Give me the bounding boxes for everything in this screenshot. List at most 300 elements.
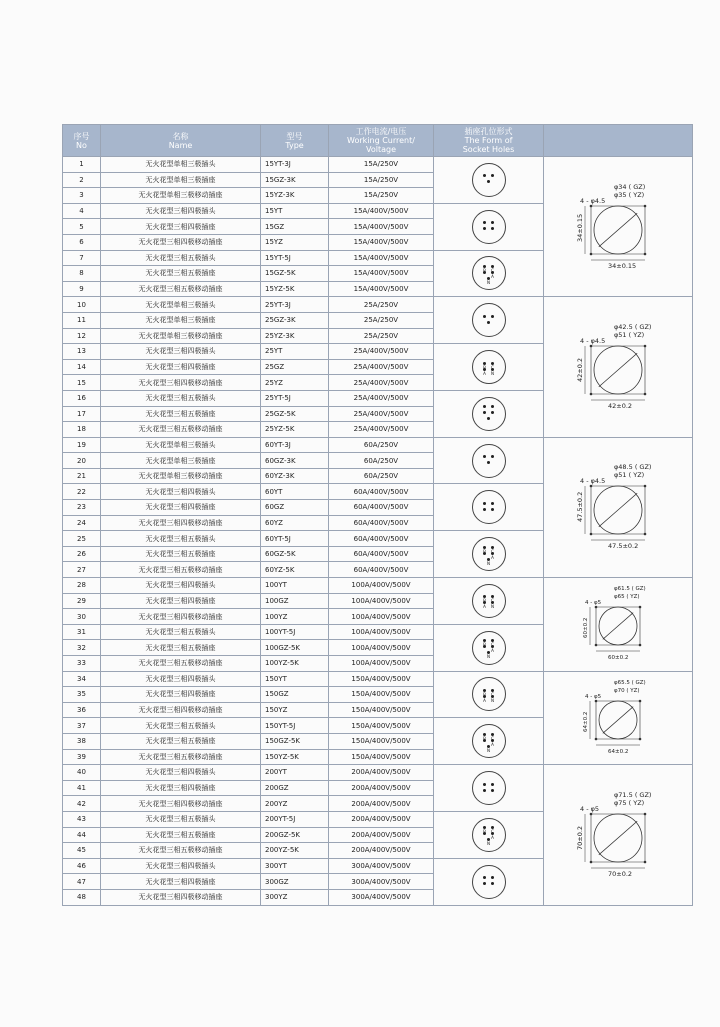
row-type: 60YZ-3K xyxy=(261,468,329,484)
row-current: 150A/400V/500V xyxy=(329,718,434,734)
socket-hole-cell xyxy=(434,858,544,905)
row-current: 100A/400V/500V xyxy=(329,593,434,609)
socket-pin: N xyxy=(490,695,495,700)
width-dimension-label: 42±0.2 xyxy=(608,402,633,411)
row-type: 100YZ xyxy=(261,609,329,625)
row-current: 150A/400V/500V xyxy=(329,671,434,687)
socket-pin xyxy=(490,783,495,788)
row-name: 无火花型三相四极移动插座 xyxy=(101,515,261,531)
socket-pin xyxy=(486,417,491,422)
socket-pin: B xyxy=(482,595,487,600)
socket-diagram-icon xyxy=(472,537,506,571)
socket-hole-cell xyxy=(434,811,544,858)
row-no: 37 xyxy=(63,718,101,734)
row-type: 60YT-5J xyxy=(261,531,329,547)
row-no: 26 xyxy=(63,546,101,562)
mount-hole-icon xyxy=(590,533,593,536)
row-type: 25YT-3J xyxy=(261,297,329,313)
socket-pin: C xyxy=(490,826,495,831)
row-name: 无火花型单相三极移动插座 xyxy=(101,468,261,484)
row-current: 200A/400V/500V xyxy=(329,827,434,843)
flange-dimension-drawing xyxy=(548,676,688,760)
socket-pin: C xyxy=(490,639,495,644)
mount-hole-icon xyxy=(639,644,642,647)
mount-hole-icon xyxy=(644,485,647,488)
row-name: 无火花型三相五极插头 xyxy=(101,531,261,547)
row-no: 16 xyxy=(63,390,101,406)
mount-hole-icon xyxy=(639,606,642,609)
socket-pin xyxy=(490,174,495,179)
socket-pin xyxy=(482,455,487,460)
row-no: 14 xyxy=(63,359,101,375)
mount-hole-icon xyxy=(644,345,647,348)
socket-pin xyxy=(490,221,495,226)
row-current: 200A/400V/500V xyxy=(329,843,434,859)
table-row xyxy=(63,157,693,173)
row-no: 3 xyxy=(63,188,101,204)
row-no: 24 xyxy=(63,515,101,531)
header-dimensions xyxy=(544,125,693,157)
row-type: 200GZ-5K xyxy=(261,827,329,843)
row-current: 200A/400V/500V xyxy=(329,780,434,796)
socket-hole-cell xyxy=(434,765,544,812)
row-current: 25A/250V xyxy=(329,312,434,328)
row-no: 41 xyxy=(63,780,101,796)
row-name: 无火花型三相四极移动插座 xyxy=(101,375,261,391)
socket-pin: A xyxy=(490,552,495,557)
mount-hole-icon xyxy=(590,204,593,207)
socket-pin: B xyxy=(482,826,487,831)
dimension-drawing-cell xyxy=(544,297,693,437)
row-current: 200A/400V/500V xyxy=(329,765,434,781)
socket-pin xyxy=(482,174,487,179)
row-type: 15YT-3J xyxy=(261,157,329,173)
socket-pin: N xyxy=(486,745,491,750)
socket-pin xyxy=(482,227,487,232)
socket-pin: N xyxy=(490,601,495,606)
row-no: 6 xyxy=(63,234,101,250)
row-name: 无火花型三相四极移动插座 xyxy=(101,234,261,250)
row-type: 60GZ-3K xyxy=(261,453,329,469)
row-name: 无火花型三相四极插座 xyxy=(101,593,261,609)
row-name: 无火花型单相三极插头 xyxy=(101,437,261,453)
mount-hole-icon xyxy=(644,204,647,207)
mount-hole-icon xyxy=(639,700,642,703)
diameter-yz-label: φ65 ( YZ) xyxy=(614,594,640,601)
row-name: 无火花型三相五极移动插座 xyxy=(101,656,261,672)
row-no: 34 xyxy=(63,671,101,687)
row-type: 300GZ xyxy=(261,874,329,890)
row-no: 47 xyxy=(63,874,101,890)
row-name: 无火花型三相四极插座 xyxy=(101,359,261,375)
diameter-yz-label: φ35 ( YZ) xyxy=(614,190,645,199)
mount-hole-icon xyxy=(590,485,593,488)
socket-pin: A xyxy=(482,601,487,606)
socket-pin xyxy=(490,508,495,513)
row-name: 无火花型三相四极插头 xyxy=(101,344,261,360)
row-current: 300A/400V/500V xyxy=(329,858,434,874)
row-current: 100A/400V/500V xyxy=(329,624,434,640)
row-name: 无火花型三相四极移动插座 xyxy=(101,702,261,718)
row-type: 25YT-5J xyxy=(261,390,329,406)
mount-hole-icon xyxy=(644,861,647,864)
row-current: 150A/400V/500V xyxy=(329,749,434,765)
row-type: 25YT xyxy=(261,344,329,360)
socket-pin: A xyxy=(490,832,495,837)
socket-pin xyxy=(482,783,487,788)
row-current: 15A/400V/500V xyxy=(329,281,434,297)
socket-pin xyxy=(486,321,491,326)
socket-pin xyxy=(482,552,487,557)
row-name: 无火花型三相五极插头 xyxy=(101,390,261,406)
row-type: 60YT-3J xyxy=(261,437,329,453)
row-type: 25YZ-5K xyxy=(261,422,329,438)
mount-hole-icon xyxy=(590,813,593,816)
socket-hole-cell xyxy=(434,484,544,531)
row-type: 100YT-5J xyxy=(261,624,329,640)
row-no: 36 xyxy=(63,702,101,718)
row-name: 无火花型三相四极插座 xyxy=(101,874,261,890)
socket-pin: N xyxy=(490,368,495,373)
row-current: 100A/400V/500V xyxy=(329,609,434,625)
mount-hole-icon xyxy=(639,738,642,741)
row-type: 100YZ-5K xyxy=(261,656,329,672)
row-current: 150A/400V/500V xyxy=(329,687,434,703)
socket-diagram-icon xyxy=(472,397,506,431)
row-name: 无火花型三相四极插头 xyxy=(101,484,261,500)
row-no: 15 xyxy=(63,375,101,391)
row-current: 25A/400V/500V xyxy=(329,422,434,438)
height-dimension-label: 60±0.2 xyxy=(583,617,589,639)
diagonal-line xyxy=(599,353,637,387)
row-current: 15A/400V/500V xyxy=(329,266,434,282)
socket-pin xyxy=(486,461,491,466)
socket-hole-cell xyxy=(434,624,544,671)
diameter-yz-label: φ70 ( YZ) xyxy=(614,687,640,694)
row-type: 15YT xyxy=(261,203,329,219)
socket-hole-cell xyxy=(434,344,544,391)
row-type: 25YZ xyxy=(261,375,329,391)
mount-hole-icon xyxy=(644,252,647,255)
row-name: 无火花型单相三极插座 xyxy=(101,453,261,469)
row-name: 无火花型单相三极插头 xyxy=(101,297,261,313)
row-current: 25A/400V/500V xyxy=(329,375,434,391)
row-name: 无火花型三相四极插头 xyxy=(101,578,261,594)
socket-pin: A xyxy=(490,271,495,276)
width-dimension-label: 34±0.15 xyxy=(608,261,637,270)
diameter-yz-label: φ75 ( YZ) xyxy=(614,798,645,807)
socket-diagram-icon xyxy=(472,818,506,852)
row-name: 无火花型单相三极插头 xyxy=(101,157,261,173)
socket-pin: C xyxy=(490,689,495,694)
row-no: 5 xyxy=(63,219,101,235)
row-type: 200YT xyxy=(261,765,329,781)
diagonal-line xyxy=(599,213,637,247)
dimension-drawing-cell xyxy=(544,157,693,297)
socket-pin xyxy=(490,882,495,887)
socket-pin: A xyxy=(490,739,495,744)
width-dimension-label: 70±0.2 xyxy=(608,869,633,878)
row-type: 25GZ-5K xyxy=(261,406,329,422)
socket-hole-cell xyxy=(434,718,544,765)
row-name: 无火花型三相五极移动插座 xyxy=(101,749,261,765)
table-row xyxy=(63,437,693,453)
socket-hole-cell xyxy=(434,250,544,297)
socket-pin: B xyxy=(482,362,487,367)
row-type: 200YZ-5K xyxy=(261,843,329,859)
row-name: 无火花型三相五极插头 xyxy=(101,811,261,827)
row-type: 150YT xyxy=(261,671,329,687)
height-dimension-label: 42±0.2 xyxy=(576,357,584,383)
row-current: 60A/400V/500V xyxy=(329,484,434,500)
width-dimension-label: 64±0.2 xyxy=(608,748,629,755)
table-row xyxy=(63,578,693,594)
socket-pin: C xyxy=(490,595,495,600)
socket-pin xyxy=(486,180,491,185)
socket-diagram-icon xyxy=(472,865,506,899)
row-type: 15GZ-3K xyxy=(261,172,329,188)
row-type: 15YZ xyxy=(261,234,329,250)
row-no: 38 xyxy=(63,733,101,749)
row-no: 11 xyxy=(63,312,101,328)
row-no: 1 xyxy=(63,157,101,173)
socket-hole-cell xyxy=(434,390,544,437)
row-name: 无火花型单相三极插座 xyxy=(101,172,261,188)
row-type: 150YZ-5K xyxy=(261,749,329,765)
row-type: 60YZ-5K xyxy=(261,562,329,578)
socket-diagram-icon xyxy=(472,677,506,711)
socket-pin: N xyxy=(486,558,491,563)
dimension-drawing-cell xyxy=(544,671,693,765)
row-name: 无火花型单相三极移动插座 xyxy=(101,328,261,344)
mount-hole-icon xyxy=(595,738,598,741)
row-name: 无火花型三相五极插座 xyxy=(101,827,261,843)
row-no: 17 xyxy=(63,406,101,422)
diagonal-line xyxy=(603,613,633,640)
row-no: 8 xyxy=(63,266,101,282)
row-no: 31 xyxy=(63,624,101,640)
row-no: 35 xyxy=(63,687,101,703)
socket-hole-cell xyxy=(434,671,544,718)
row-no: 23 xyxy=(63,500,101,516)
socket-diagram-icon xyxy=(472,256,506,290)
row-name: 无火花型三相五极移动插座 xyxy=(101,422,261,438)
row-current: 60A/250V xyxy=(329,437,434,453)
row-no: 40 xyxy=(63,765,101,781)
socket-pin xyxy=(482,405,487,410)
row-name: 无火花型三相五极插头 xyxy=(101,250,261,266)
socket-pin xyxy=(482,876,487,881)
row-name: 无火花型三相四极插头 xyxy=(101,858,261,874)
header-no: 序号 No xyxy=(63,125,101,157)
row-no: 18 xyxy=(63,422,101,438)
socket-pin xyxy=(482,502,487,507)
row-current: 15A/400V/500V xyxy=(329,250,434,266)
row-current: 15A/400V/500V xyxy=(329,219,434,235)
dimension-drawing-cell xyxy=(544,578,693,672)
socket-pin xyxy=(490,405,495,410)
mount-holes-label: 4 - φ5 xyxy=(585,693,602,700)
row-no: 19 xyxy=(63,437,101,453)
dimension-drawing-cell xyxy=(544,437,693,577)
row-name: 无火花型三相四极插座 xyxy=(101,500,261,516)
mount-hole-icon xyxy=(595,606,598,609)
row-type: 100YT xyxy=(261,578,329,594)
row-no: 21 xyxy=(63,468,101,484)
socket-pin xyxy=(490,876,495,881)
flange-dimension-drawing xyxy=(548,308,688,426)
socket-pin xyxy=(482,315,487,320)
height-dimension-label: 64±0.2 xyxy=(583,711,589,732)
row-no: 25 xyxy=(63,531,101,547)
socket-pin: B xyxy=(482,689,487,694)
mount-hole-icon xyxy=(590,345,593,348)
row-current: 25A/400V/500V xyxy=(329,344,434,360)
width-dimension-label: 47.5±0.2 xyxy=(608,542,639,551)
row-no: 4 xyxy=(63,203,101,219)
row-current: 100A/400V/500V xyxy=(329,640,434,656)
mount-hole-icon xyxy=(590,393,593,396)
row-current: 300A/400V/500V xyxy=(329,889,434,905)
height-dimension-label: 70±0.2 xyxy=(576,825,584,850)
mount-hole-icon xyxy=(644,533,647,536)
row-name: 无火花型三相四极插座 xyxy=(101,687,261,703)
row-type: 25GZ xyxy=(261,359,329,375)
row-current: 15A/250V xyxy=(329,188,434,204)
socket-pin xyxy=(482,221,487,226)
socket-pin xyxy=(490,411,495,416)
row-no: 28 xyxy=(63,578,101,594)
socket-pin xyxy=(490,455,495,460)
flange-dimension-drawing xyxy=(548,448,688,566)
row-type: 200YT-5J xyxy=(261,811,329,827)
diagonal-line xyxy=(599,821,637,855)
header-current: 工作电流/电压 Working Current/ Voltage xyxy=(329,125,434,157)
socket-diagram-icon xyxy=(472,163,506,197)
socket-diagram-icon xyxy=(472,724,506,758)
socket-pin xyxy=(482,832,487,837)
row-current: 15A/400V/500V xyxy=(329,234,434,250)
socket-diagram-icon xyxy=(472,490,506,524)
row-type: 150YT-5J xyxy=(261,718,329,734)
row-no: 45 xyxy=(63,843,101,859)
mount-hole-icon xyxy=(595,700,598,703)
row-current: 300A/400V/500V xyxy=(329,874,434,890)
row-type: 25YZ-3K xyxy=(261,328,329,344)
mount-hole-icon xyxy=(590,861,593,864)
row-current: 15A/250V xyxy=(329,157,434,173)
row-name: 无火花型三相四极移动插座 xyxy=(101,889,261,905)
row-type: 150GZ-5K xyxy=(261,733,329,749)
row-type: 300YT xyxy=(261,858,329,874)
row-name: 无火花型单相三极移动插座 xyxy=(101,188,261,204)
row-name: 无火花型三相四极插座 xyxy=(101,780,261,796)
socket-hole-cell xyxy=(434,578,544,625)
row-type: 15GZ-5K xyxy=(261,266,329,282)
socket-pin xyxy=(482,271,487,276)
row-type: 60YZ xyxy=(261,515,329,531)
socket-pin: B xyxy=(482,546,487,551)
row-type: 200GZ xyxy=(261,780,329,796)
diameter-yz-label: φ51 ( YZ) xyxy=(614,331,645,340)
row-no: 20 xyxy=(63,453,101,469)
row-current: 200A/400V/500V xyxy=(329,796,434,812)
row-name: 无火花型单相三极插座 xyxy=(101,312,261,328)
row-current: 25A/250V xyxy=(329,297,434,313)
socket-pin: B xyxy=(482,265,487,270)
row-type: 100GZ xyxy=(261,593,329,609)
header-type: 型号 Type xyxy=(261,125,329,157)
row-no: 9 xyxy=(63,281,101,297)
row-current: 150A/400V/500V xyxy=(329,702,434,718)
socket-pin: N xyxy=(486,651,491,656)
row-current: 60A/400V/500V xyxy=(329,515,434,531)
row-name: 无火花型三相五极插座 xyxy=(101,733,261,749)
row-no: 46 xyxy=(63,858,101,874)
row-current: 25A/400V/500V xyxy=(329,406,434,422)
row-type: 15YT-5J xyxy=(261,250,329,266)
row-name: 无火花型三相四极插头 xyxy=(101,203,261,219)
row-no: 42 xyxy=(63,796,101,812)
row-no: 12 xyxy=(63,328,101,344)
row-no: 13 xyxy=(63,344,101,360)
table-row xyxy=(63,297,693,313)
socket-pin: A xyxy=(482,695,487,700)
row-no: 48 xyxy=(63,889,101,905)
row-current: 60A/400V/500V xyxy=(329,546,434,562)
socket-diagram-icon xyxy=(472,631,506,665)
height-dimension-label: 47.5±0.2 xyxy=(576,492,584,523)
row-name: 无火花型三相五极插座 xyxy=(101,406,261,422)
socket-pin xyxy=(490,502,495,507)
diagonal-line xyxy=(599,494,637,528)
header-name: 名称 Name xyxy=(101,125,261,157)
socket-hole-cell xyxy=(434,203,544,250)
row-current: 150A/400V/500V xyxy=(329,733,434,749)
flange-dimension-drawing xyxy=(548,582,688,666)
socket-hole-cell xyxy=(434,531,544,578)
socket-diagram-icon xyxy=(472,303,506,337)
socket-pin xyxy=(482,411,487,416)
row-current: 25A/400V/500V xyxy=(329,359,434,375)
socket-hole-cell xyxy=(434,157,544,204)
row-current: 60A/250V xyxy=(329,453,434,469)
row-current: 25A/400V/500V xyxy=(329,390,434,406)
row-type: 25GZ-3K xyxy=(261,312,329,328)
header-row xyxy=(63,125,693,157)
row-type: 60YT xyxy=(261,484,329,500)
row-type: 15YZ-5K xyxy=(261,281,329,297)
row-current: 60A/400V/500V xyxy=(329,562,434,578)
diameter-gz-label: φ48.5 ( GZ) xyxy=(614,463,652,472)
row-name: 无火花型三相四极插座 xyxy=(101,219,261,235)
row-no: 2 xyxy=(63,172,101,188)
socket-diagram-icon xyxy=(472,350,506,384)
socket-pin xyxy=(482,882,487,887)
table-row xyxy=(63,671,693,687)
row-type: 300YZ xyxy=(261,889,329,905)
socket-pin: C xyxy=(490,362,495,367)
socket-pin: N xyxy=(486,838,491,843)
diameter-gz-label: φ65.5 ( GZ) xyxy=(614,679,646,686)
socket-diagram-icon xyxy=(472,771,506,805)
socket-pin: N xyxy=(486,277,491,282)
row-type: 15YZ-3K xyxy=(261,188,329,204)
socket-pin xyxy=(490,315,495,320)
row-current: 200A/400V/500V xyxy=(329,811,434,827)
mount-hole-icon xyxy=(644,813,647,816)
table-body xyxy=(63,157,693,906)
